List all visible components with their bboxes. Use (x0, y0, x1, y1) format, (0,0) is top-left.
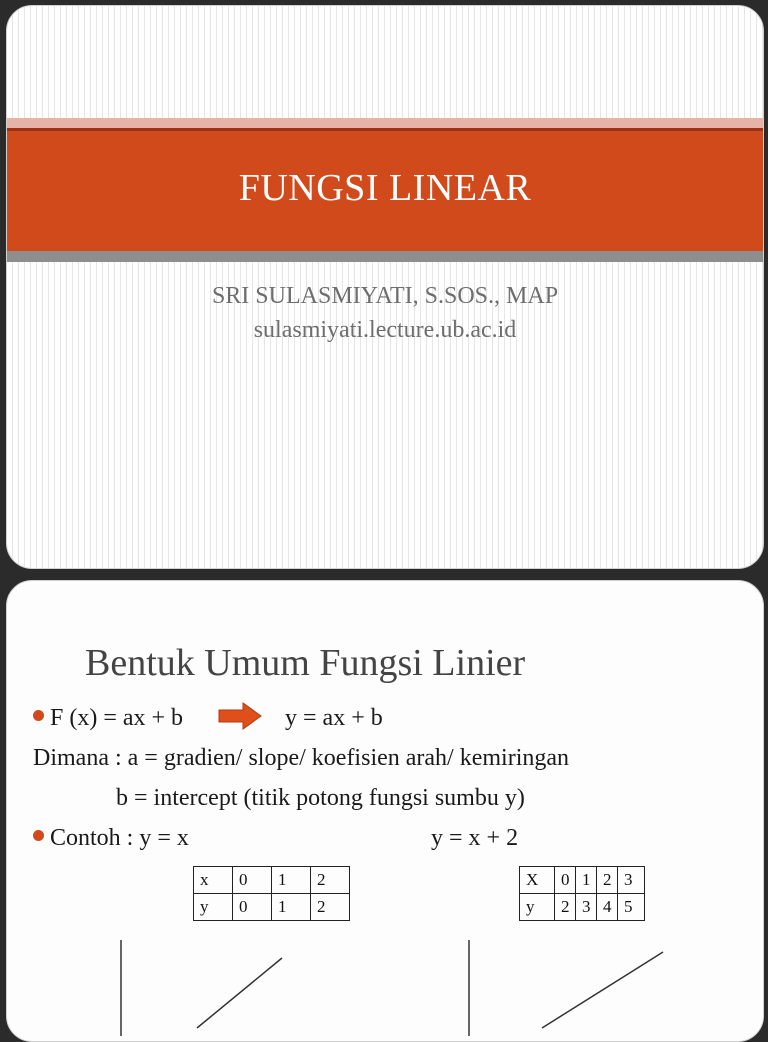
title-band (7, 131, 763, 251)
pink-band (7, 118, 763, 128)
table-cell: 2 (311, 867, 350, 894)
table-row (520, 894, 645, 921)
intercept-text: b = intercept (titik potong fungsi sumbu y) (116, 785, 525, 811)
title-slide (6, 5, 764, 569)
table-cell: 0 (233, 867, 272, 894)
contoh-line (33, 825, 189, 852)
function-line (542, 952, 663, 1028)
table-cell: 4 (597, 894, 618, 921)
formula-line (33, 705, 183, 732)
table-cell: X (520, 867, 555, 894)
table-cell: y (194, 894, 233, 921)
bullet-dot (33, 830, 44, 841)
table-cell: 3 (618, 867, 645, 894)
table-cell: 1 (272, 894, 311, 921)
contoh-text: Contoh : y = x (50, 825, 189, 851)
slide-heading: Bentuk Umum Fungsi Linier (85, 642, 526, 684)
table-row (194, 894, 350, 921)
table-cell: 1 (576, 867, 597, 894)
right-arrow-icon (217, 701, 263, 731)
table-y-equals-x-plus-2 (519, 866, 645, 921)
table-cell: 1 (272, 867, 311, 894)
table-y-equals-x (193, 866, 350, 921)
author-name: SRI SULASMIYATI, S.SOS., MAP (211, 283, 559, 309)
graph-y-equals-x-plus-2 (457, 936, 677, 1036)
slide-title: FUNGSI LINEAR (238, 167, 532, 209)
contoh2-text: y = x + 2 (431, 825, 519, 851)
table-row (520, 867, 645, 894)
table-row (194, 867, 350, 894)
gray-band (7, 251, 763, 262)
formula-right: y = ax + b (285, 705, 383, 731)
table-cell: 0 (233, 894, 272, 921)
table-cell: 0 (555, 867, 576, 894)
content-slide (6, 580, 764, 1042)
subtitle-block (7, 279, 763, 347)
table-cell: 2 (555, 894, 576, 921)
table-cell: 2 (597, 867, 618, 894)
function-line (197, 958, 282, 1028)
formula-left: F (x) = ax + b (50, 705, 184, 731)
bullet-dot (33, 710, 44, 721)
graph-y-equals-x (107, 936, 307, 1036)
table-cell: y (520, 894, 555, 921)
table-cell: 5 (618, 894, 645, 921)
table-cell: x (194, 867, 233, 894)
dimana-text: Dimana : a = gradien/ slope/ koefisien arah/ kemiringan (33, 745, 570, 771)
table-cell: 2 (311, 894, 350, 921)
table-cell: 3 (576, 894, 597, 921)
website-text: sulasmiyati.lecture.ub.ac.id (253, 317, 517, 343)
